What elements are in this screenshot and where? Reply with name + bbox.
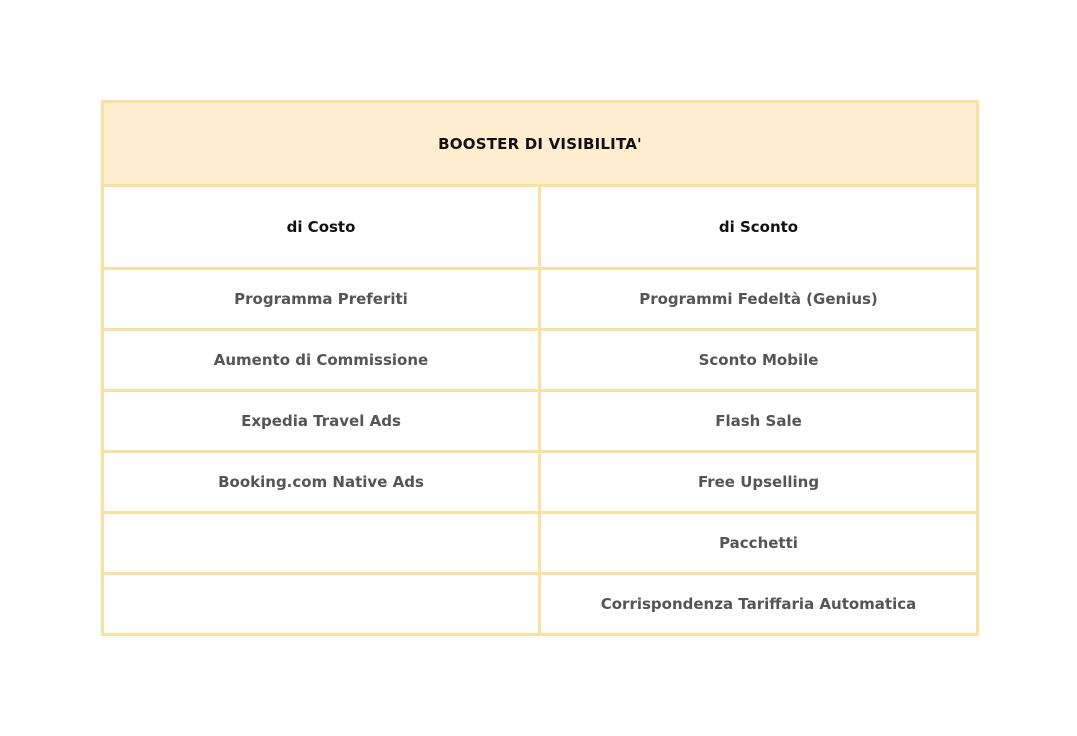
- table-cell-sconto: Flash Sale: [540, 391, 978, 452]
- table-cell-costo: [103, 574, 540, 635]
- table-cell-sconto: Pacchetti: [540, 513, 978, 574]
- table-cell-sconto: Free Upselling: [540, 452, 978, 513]
- column-header-sconto: di Sconto: [540, 186, 978, 269]
- table-cell-costo: Aumento di Commissione: [103, 330, 540, 391]
- table-cell-costo: Expedia Travel Ads: [103, 391, 540, 452]
- table-title: BOOSTER DI VISIBILITA': [103, 102, 978, 186]
- table-row: [103, 452, 978, 513]
- table-row: [103, 269, 978, 330]
- table-cell-costo: [103, 513, 540, 574]
- table-row: [103, 391, 978, 452]
- table-cell-sconto: Sconto Mobile: [540, 330, 978, 391]
- table-cell-costo: Booking.com Native Ads: [103, 452, 540, 513]
- table-row: [103, 330, 978, 391]
- table-row: [103, 513, 978, 574]
- booster-table: [101, 100, 979, 636]
- table-row: [103, 574, 978, 635]
- table-cell-costo: Programma Preferiti: [103, 269, 540, 330]
- title-row: [103, 102, 978, 186]
- column-header-row: [103, 186, 978, 269]
- table-cell-sconto: Corrispondenza Tariffaria Automatica: [540, 574, 978, 635]
- table-cell-sconto: Programmi Fedeltà (Genius): [540, 269, 978, 330]
- column-header-costo: di Costo: [103, 186, 540, 269]
